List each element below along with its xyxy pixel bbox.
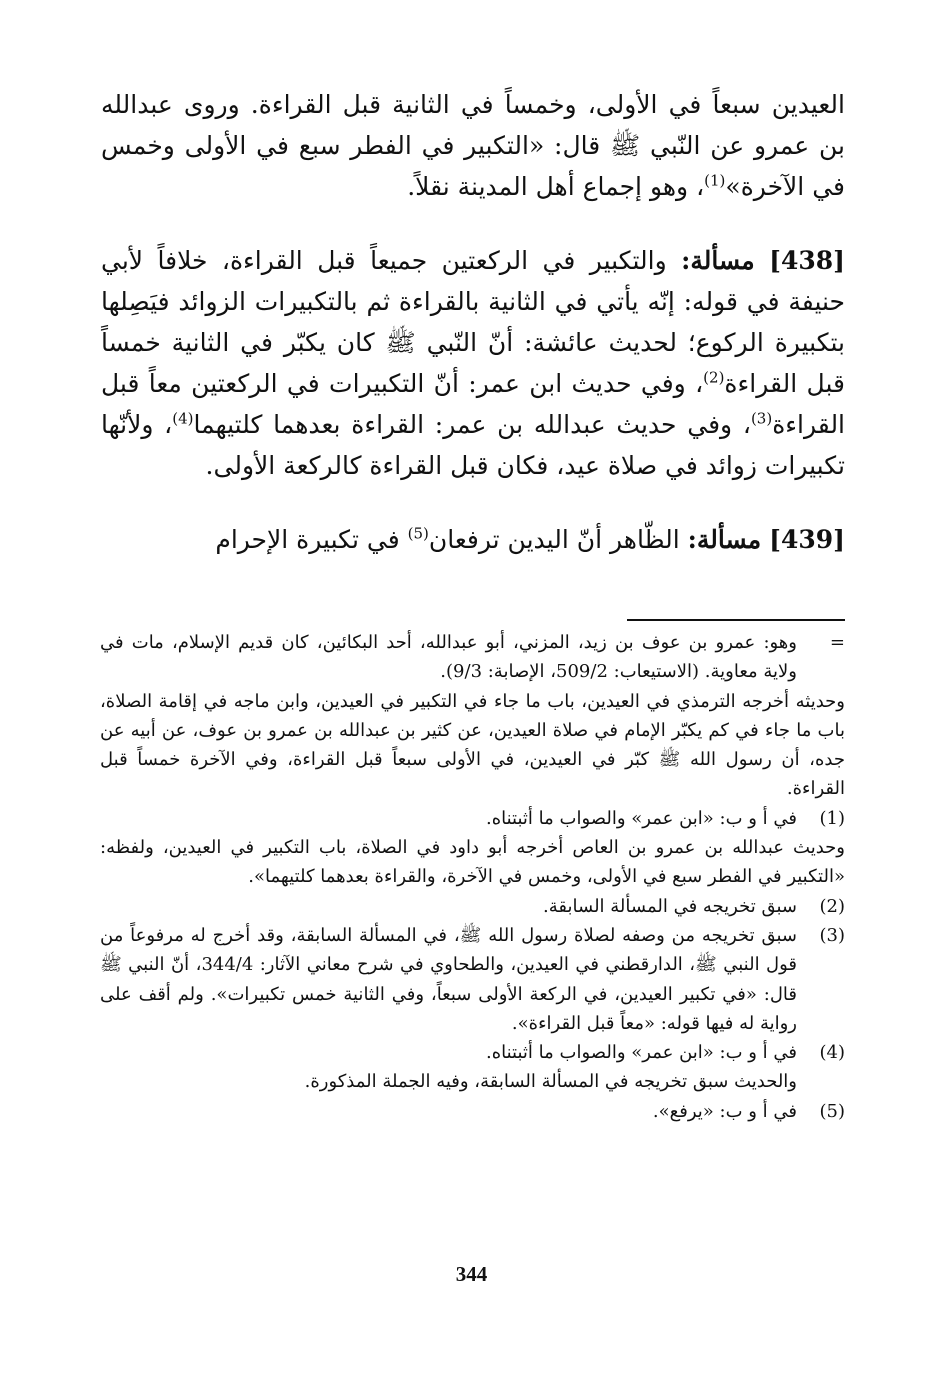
issue-438-number: [438] <box>769 246 845 275</box>
continuation-marker: = <box>829 632 845 653</box>
footnote-2-text: سبق تخريجه في المسألة السابقة. <box>543 895 797 917</box>
footnote-2-marker: (2) <box>819 895 845 917</box>
footnote-1 <box>100 804 845 833</box>
issue-439-text-1: الظّاهر أنّ اليدين ترفعان <box>428 525 680 554</box>
footnote-5-marker: (5) <box>819 1100 845 1122</box>
footnote-5 <box>100 1097 845 1126</box>
issue-439-heading: مسألة: <box>687 525 762 554</box>
footnote-ref-3: (3) <box>750 409 773 428</box>
issue-438-text-1: والتكبير في الركعتين جميعاً قبل القراءة، خلافاً لأبي حنيفة في قوله: إنّه يأتي في الثانية بالقراءة ثم بالتكبيرات الزوائد فيَصِلها بتكبيرة الركوع؛ لحديث عائشة: أنّ النّبي ﷺ كان يكبّر في الثانية خمساً قبل القراءة <box>101 246 845 398</box>
footnote-4-block: والحديث سبق تخريجه في المسألة السابقة، وفيه الجملة المذكورة. <box>304 1071 797 1093</box>
footnote-ref-1: (1) <box>704 171 726 190</box>
footnote-2 <box>100 892 845 921</box>
footnote-3-marker: (3) <box>819 924 845 946</box>
footnote-4-marker: (4) <box>819 1042 845 1064</box>
continuation-block: وحديثه أخرجه الترمذي في العيدين، باب ما جاء في التكبير في العيدين، وابن ماجه في إقامة الصلاة، باب ما جاء في كم يكبّر الإمام في صلاة العيدين، عن كثير بن عبدالله بن عمرو بن عوف، عن أبيه عن جده، أن رسول الله ﷺ كبّر في العيدين، في الأولى سبعاً قبل القراءة، وفي الآخرة خمساً قبل القراءة. <box>100 690 845 800</box>
issue-438-text-4: ، ولأنّها تكبيرات زوائد في صلاة عيد، فكان قبل القراءة كالركعة الأولى. <box>101 410 845 480</box>
footnote-separator <box>627 619 845 621</box>
issue-439-paragraph <box>101 519 845 560</box>
footnotes <box>100 628 845 1126</box>
issue-439-number: [439] <box>769 525 845 554</box>
footnote-1-block: وحديث عبدالله بن عمرو بن العاص أخرجه أبو داود في الصلاة، باب التكبير في العيدين، ولفظه: «التكبير في الفطر سبع في الأولى، وخمس في الآخرة، والقراءة بعدهما كلتيهما». <box>100 837 845 888</box>
footnote-ref-4: (4) <box>172 409 194 428</box>
footnote-4 <box>100 1038 845 1067</box>
footnote-3-text: سبق تخريجه من وصفه لصلاة رسول الله ﷺ، في المسألة السابقة، وقد أخرج له مرفوعاً من قول النبي ﷺ، الدارقطني في العيدين، والطحاوي في شرح معاني الآثار: 344/4، أنّ النبي ﷺ قال: «في تكبير العيدين، في الركعة الأولى سبعاً، وفي الثانية خمس تكبيرات». ولم أقف على رواية له فيها قوله: «معاً قبل القراءة». <box>100 924 798 1034</box>
intro-text: العيدين سبعاً في الأولى، وخمساً في الثانية قبل القراءة. وروى عبدالله بن عمرو عن النّبي ﷺ قال: «التكبير في الفطر سبع في الأولى وخمس في الآخرة» <box>101 90 845 201</box>
footnote-ref-5: (5) <box>407 524 429 543</box>
footnote-1-text: في أ و ب: «ابن عمر» والصواب ما أثبتناه. <box>485 807 797 829</box>
continuation-text: وهو: عمرو بن عوف بن زيد، المزني، أبو عبدالله، أحد البكائين، كان قديم الإسلام، مات في ولاية معاوية. (الاستيعاب: 509/2، الإصابة: 9/3). <box>100 632 797 683</box>
footnote-ref-2: (2) <box>703 368 725 387</box>
page-number: 344 <box>455 1262 488 1286</box>
issue-439-text-2: في تكبيرة الإحرام <box>215 525 400 554</box>
main-text <box>101 84 845 560</box>
intro-paragraph <box>101 84 845 207</box>
footnote-4-text: في أ و ب: «ابن عمر» والصواب ما أثبتناه. <box>485 1042 797 1064</box>
intro-tail: ، وهو إجماع أهل المدينة نقلاً. <box>407 172 705 201</box>
footnote-3 <box>100 921 845 1038</box>
footnote-5-text: في أ و ب: «يرفع». <box>652 1100 797 1122</box>
issue-438-heading: مسألة: <box>681 246 755 275</box>
footnote-1-marker: (1) <box>819 807 845 829</box>
issue-438-paragraph <box>101 240 845 486</box>
issue-438-text-2: ، وفي حديث ابن عمر: أنّ التكبيرات في الركعتين معاً قبل القراءة <box>101 369 846 439</box>
issue-438-text-3: ، وفي حديث عبدالله بن عمر: القراءة بعدهما كلتيهما <box>193 410 751 439</box>
footnote-continuation <box>100 628 845 687</box>
